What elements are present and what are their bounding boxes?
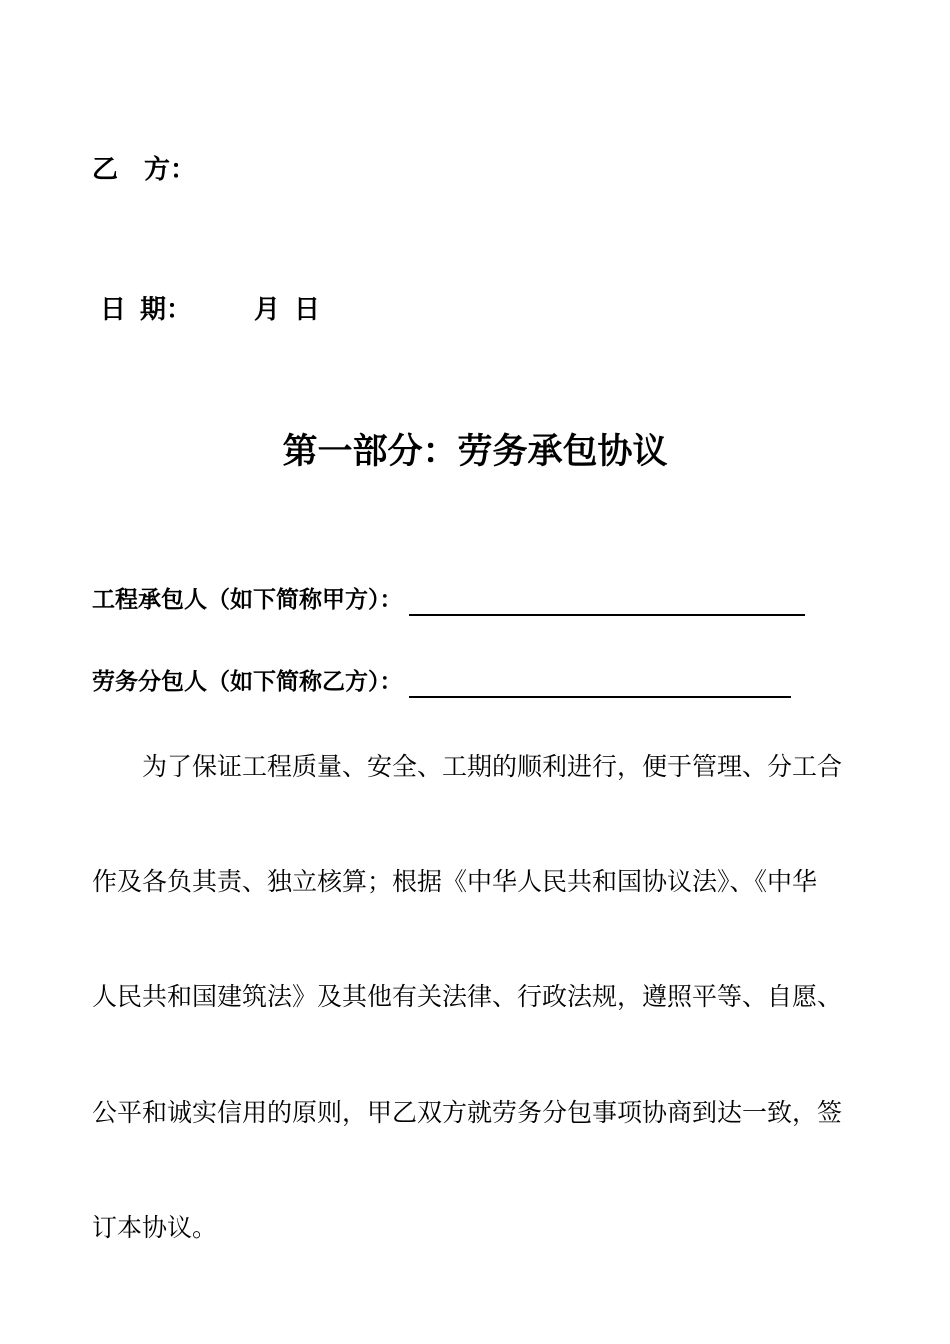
date-line xyxy=(100,292,320,328)
body-line: 人民共和国建筑法》及其他有关法律、行政法规，遵照平等、自愿、 xyxy=(92,982,843,1011)
section-title: 第一部分：劳务承包协议 xyxy=(282,431,668,472)
party-b-label: 乙 方： xyxy=(92,155,197,185)
body-line: 公平和诚实信用的原则，甲乙双方就劳务分包事项协商到达一致，签 xyxy=(92,1098,843,1127)
date-label-day: 日 xyxy=(100,295,127,325)
body-line: 作及各负其责、独立核算；根据《中华人民共和国协议法》、《中华 xyxy=(92,867,818,896)
subcontractor-row xyxy=(92,666,791,698)
body-line: 订本协议。 xyxy=(92,1213,218,1242)
date-label-period: 期： xyxy=(140,295,193,325)
contractor-blank-line xyxy=(409,590,805,616)
contractor-label: 工程承包人（如下简称甲方）： xyxy=(92,586,403,613)
subcontractor-blank-line xyxy=(409,672,791,698)
subcontractor-label: 劳务分包人（如下简称乙方）： xyxy=(92,668,403,695)
date-month: 月 xyxy=(254,295,281,325)
date-day: 日 xyxy=(294,295,321,325)
contractor-row xyxy=(92,584,805,616)
body-line: 为了保证工程质量、安全、工期的顺利进行，便于管理、分工合 xyxy=(142,752,843,781)
